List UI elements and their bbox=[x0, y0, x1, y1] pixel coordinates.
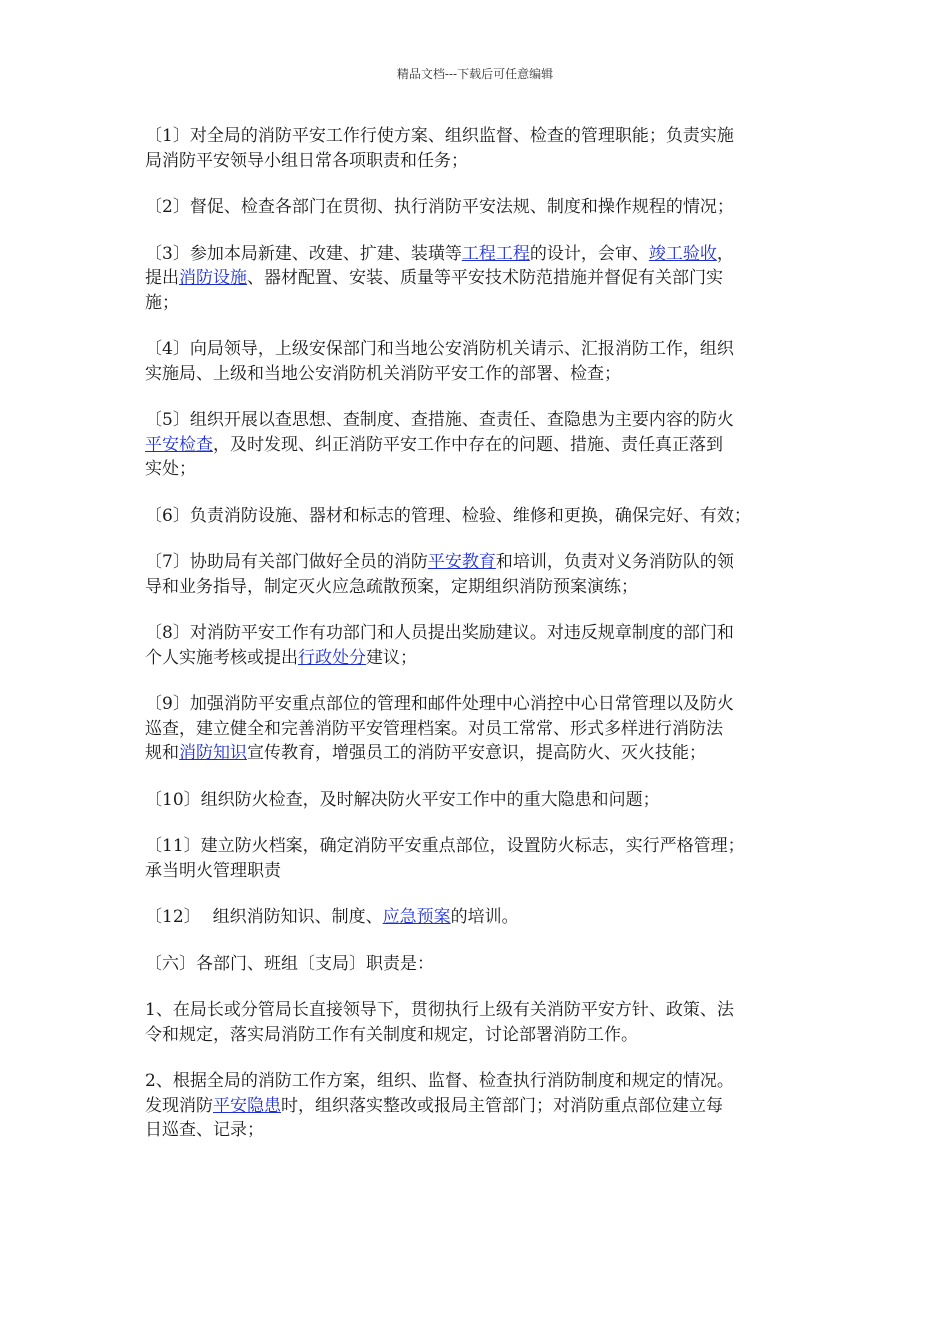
text-line bbox=[145, 408, 825, 433]
paragraph bbox=[145, 905, 825, 930]
text-segment: 导和业务指导，制定灭火应急疏散预案，定期组织消防预案演练； bbox=[145, 576, 638, 597]
text-line bbox=[145, 242, 825, 267]
text-segment: ， bbox=[716, 243, 734, 264]
inline-link[interactable]: 平安教育 bbox=[427, 552, 496, 572]
paragraph bbox=[145, 550, 825, 599]
text-segment: 施； bbox=[145, 292, 179, 313]
text-line bbox=[145, 266, 825, 291]
text-line bbox=[145, 692, 825, 717]
text-line bbox=[145, 291, 825, 316]
text-line bbox=[145, 859, 825, 884]
text-segment: 建议； bbox=[366, 647, 417, 668]
text-segment: 〔12〕 bbox=[145, 907, 201, 927]
text-line bbox=[145, 575, 825, 600]
text-segment: 〔5〕组织开展以查思想、查制度、查措施、查责任、查隐患为主要内容的防火 bbox=[145, 410, 734, 430]
document-body bbox=[145, 124, 825, 1165]
paragraph bbox=[145, 788, 825, 813]
text-segment: 局消防平安领导小组日常各项职责和任务； bbox=[145, 150, 468, 171]
text-line bbox=[145, 1069, 825, 1094]
text-segment: 〔7〕协助局有关部门做好全员的消防 bbox=[145, 552, 428, 572]
page-header: 精品文档---下载后可任意编辑 bbox=[396, 67, 554, 81]
paragraph bbox=[145, 337, 825, 386]
paragraph bbox=[145, 408, 825, 482]
paragraph bbox=[145, 1069, 825, 1143]
inline-link[interactable]: 消防知识 bbox=[179, 743, 247, 763]
paragraph bbox=[145, 124, 825, 173]
paragraph bbox=[145, 692, 825, 766]
paragraph bbox=[145, 195, 825, 220]
text-segment: 的培训。 bbox=[450, 907, 519, 927]
text-segment: 提出 bbox=[145, 268, 179, 288]
text-line bbox=[145, 834, 825, 859]
text-segment: 和培训，负责对义务消防队的领 bbox=[495, 552, 734, 572]
text-segment: 实处； bbox=[145, 459, 196, 479]
text-line bbox=[145, 362, 825, 387]
text-segment: 〔10〕组织防火检查，及时解决防火平安工作中的重大隐患和问题； bbox=[145, 789, 660, 810]
text-segment: 日巡查、记录； bbox=[145, 1120, 264, 1140]
text-line bbox=[145, 646, 825, 671]
text-line bbox=[145, 717, 825, 742]
text-segment: 、器材配置、安装、质量等平安技术防范措施并督促有关部门实 bbox=[247, 268, 723, 288]
text-segment: 宣传教育，增强员工的消防平安意识，提高防火、灭火技能； bbox=[247, 743, 706, 763]
text-segment: 组织消防知识、制度、 bbox=[212, 907, 383, 927]
text-segment: 时，组织落实整改或报局主管部门；对消防重点部位建立每 bbox=[281, 1095, 723, 1116]
text-segment: 承当明火管理职责 bbox=[145, 860, 281, 881]
text-segment: 发现消防 bbox=[145, 1095, 213, 1116]
text-line bbox=[145, 337, 825, 362]
paragraph bbox=[145, 998, 825, 1047]
text-line bbox=[145, 905, 825, 930]
inline-link[interactable]: 消防设施 bbox=[179, 268, 247, 288]
paragraph bbox=[145, 504, 825, 529]
text-segment: 的设计，会审、 bbox=[529, 243, 649, 264]
text-line bbox=[145, 741, 825, 766]
text-segment: ，及时发现、纠正消防平安工作中存在的问题、措施、责任真正落到 bbox=[213, 434, 723, 455]
text-segment: 〔11〕建立防火档案，确定消防平安重点部位，设置防火标志，实行严格管理； bbox=[145, 836, 745, 856]
text-line bbox=[145, 1023, 825, 1048]
inline-link[interactable]: 应急预案 bbox=[382, 907, 451, 927]
text-segment: 令和规定，落实局消防工作有关制度和规定，讨论部署消防工作。 bbox=[145, 1024, 638, 1045]
text-line bbox=[145, 788, 825, 813]
text-line bbox=[145, 124, 825, 149]
paragraph bbox=[145, 834, 825, 883]
text-segment: 〔9〕加强消防平安重点部位的管理和邮件处理中心消控中心日常管理以及防火 bbox=[145, 694, 734, 714]
text-segment: 〔1〕对全局的消防平安工作行使方案、组织监督、检查的管理职能；负责实施 bbox=[145, 126, 734, 146]
text-line bbox=[145, 550, 825, 575]
paragraph bbox=[145, 952, 825, 977]
text-segment: 巡查，建立健全和完善消防平安管理档案。对员工常常、形式多样进行消防法 bbox=[145, 718, 723, 739]
text-segment: 1、在局长或分管局长直接领导下，贯彻执行上级有关消防平安方针、政策、法 bbox=[145, 1000, 734, 1020]
inline-link[interactable]: 竣工验收 bbox=[648, 243, 717, 264]
inline-link[interactable]: 工程工程 bbox=[461, 243, 530, 264]
text-line bbox=[145, 1094, 825, 1119]
text-segment: 2、根据全局的消防工作方案，组织、监督、检查执行消防制度和规定的情况。 bbox=[145, 1071, 734, 1091]
text-segment: 实施局、上级和当地公安消防机关消防平安工作的部署、检查； bbox=[145, 363, 621, 384]
text-line bbox=[145, 621, 825, 646]
text-segment: 〔3〕参加本局新建、改建、扩建、装璜等 bbox=[145, 243, 462, 264]
text-line bbox=[145, 457, 825, 482]
text-line bbox=[145, 195, 825, 220]
text-line bbox=[145, 998, 825, 1023]
text-line bbox=[145, 149, 825, 174]
text-line bbox=[145, 1118, 825, 1143]
inline-link[interactable]: 平安隐患 bbox=[213, 1095, 281, 1116]
text-segment: 〔4〕向局领导，上级安保部门和当地公安消防机关请示、汇报消防工作，组织 bbox=[145, 339, 734, 359]
inline-link[interactable]: 行政处分 bbox=[298, 647, 366, 668]
text-segment: 规和 bbox=[145, 743, 179, 763]
text-segment: 〔六〕各部门、班组〔支局〕职责是： bbox=[145, 953, 434, 974]
text-segment: 〔8〕对消防平安工作有功部门和人员提出奖励建议。对违反规章制度的部门和 bbox=[145, 623, 734, 643]
paragraph bbox=[145, 621, 825, 670]
paragraph bbox=[145, 242, 825, 316]
text-line bbox=[145, 433, 825, 458]
inline-link[interactable]: 平安检查 bbox=[145, 434, 213, 455]
text-segment: 〔2〕督促、检查各部门在贯彻、执行消防平安法规、制度和操作规程的情况； bbox=[145, 197, 734, 217]
text-segment: 个人实施考核或提出 bbox=[145, 647, 298, 668]
text-line bbox=[145, 952, 825, 977]
text-line bbox=[145, 504, 825, 529]
text-segment: 〔6〕负责消防设施、器材和标志的管理、检验、维修和更换，确保完好、有效； bbox=[145, 505, 751, 526]
